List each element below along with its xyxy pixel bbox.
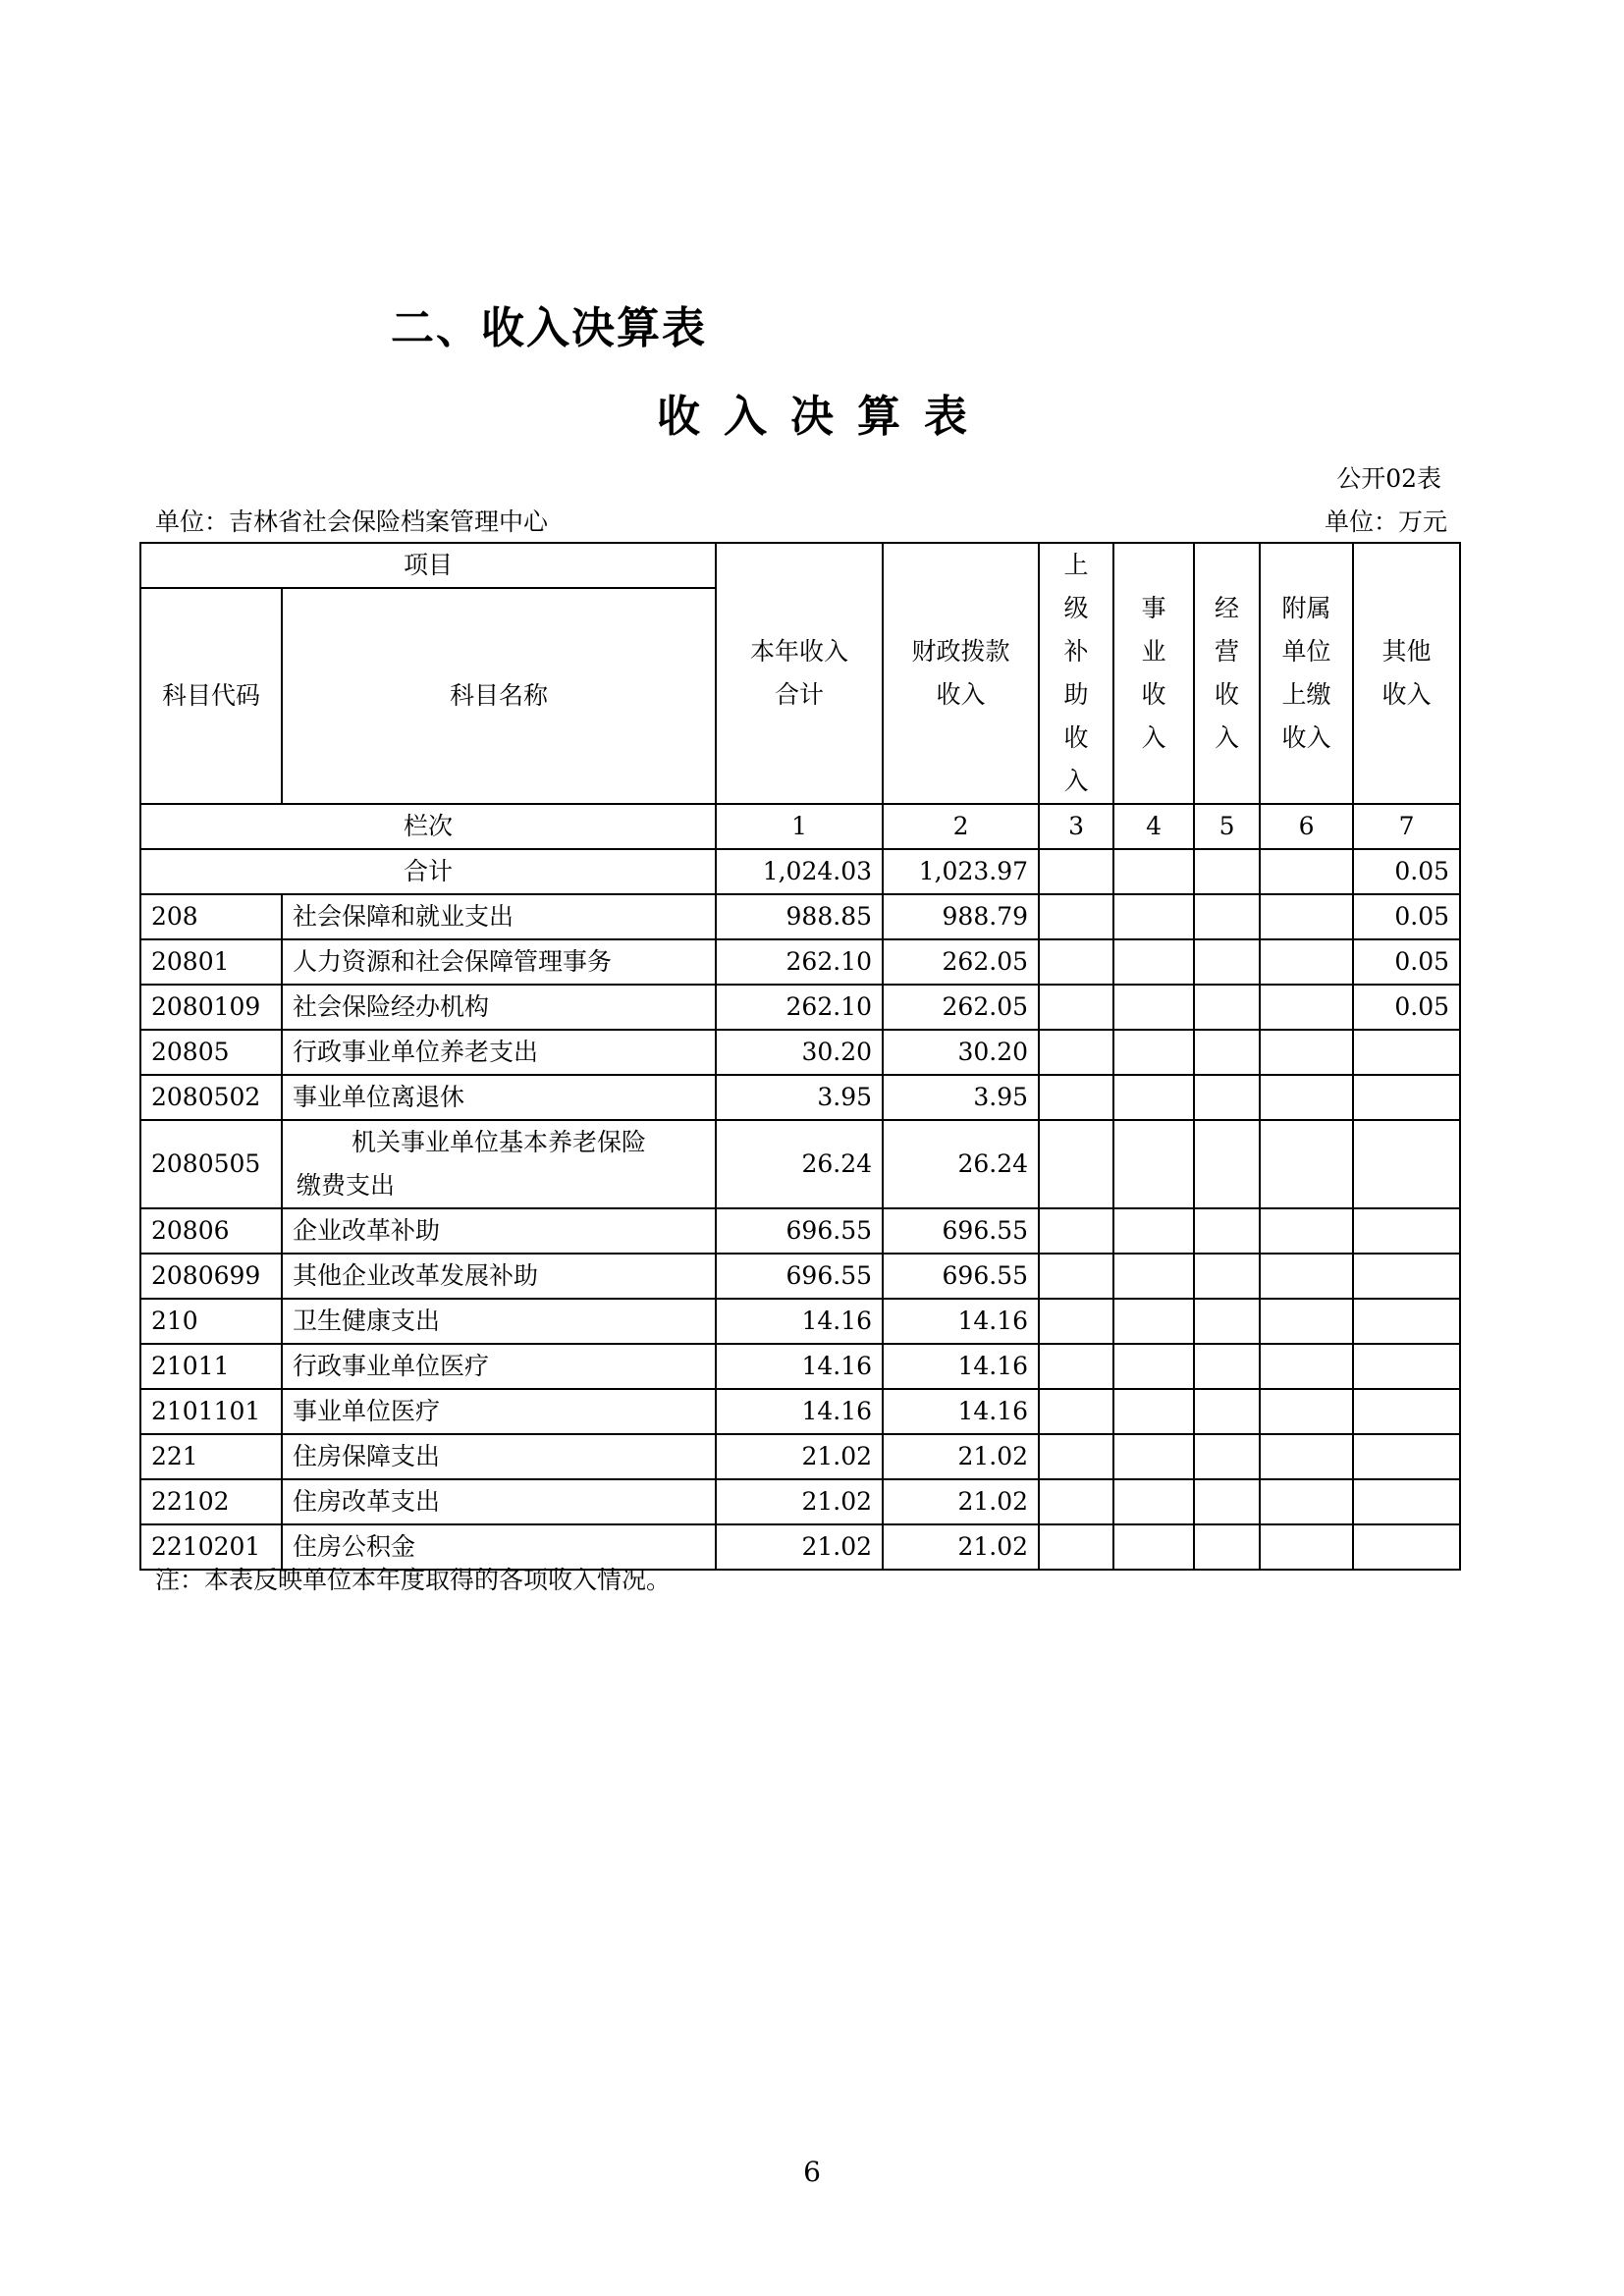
table-row bbox=[140, 985, 1460, 1030]
row-code: 2080502 bbox=[140, 1075, 282, 1120]
row-total: 262.10 bbox=[716, 939, 883, 985]
row-other bbox=[1353, 1254, 1460, 1299]
row-name: 人力资源和社会保障管理事务 bbox=[282, 939, 716, 985]
table-row bbox=[140, 1075, 1460, 1120]
row-fiscal: 14.16 bbox=[883, 1389, 1039, 1434]
row-fiscal: 3.95 bbox=[883, 1075, 1039, 1120]
table-row bbox=[140, 1030, 1460, 1075]
row-total: 696.55 bbox=[716, 1208, 883, 1254]
header-superior-subsidy: 上 级 补 助 收 入 bbox=[1039, 543, 1113, 804]
row-other bbox=[1353, 1075, 1460, 1120]
row-total: 988.85 bbox=[716, 894, 883, 939]
header-project: 项目 bbox=[140, 543, 716, 588]
column-number: 7 bbox=[1353, 804, 1460, 849]
header-business-income: 事 业 收 入 bbox=[1113, 543, 1194, 804]
row-code: 2080699 bbox=[140, 1254, 282, 1299]
row-fiscal: 696.55 bbox=[883, 1254, 1039, 1299]
table-row bbox=[140, 894, 1460, 939]
column-number-row bbox=[140, 804, 1460, 849]
row-fiscal: 262.05 bbox=[883, 985, 1039, 1030]
row-total: 21.02 bbox=[716, 1479, 883, 1524]
row-code: 208 bbox=[140, 894, 282, 939]
row-name: 事业单位医疗 bbox=[282, 1389, 716, 1434]
total-income: 1,024.03 bbox=[716, 849, 883, 894]
row-other bbox=[1353, 1479, 1460, 1524]
column-number: 6 bbox=[1260, 804, 1353, 849]
row-fiscal: 21.02 bbox=[883, 1524, 1039, 1570]
row-total: 21.02 bbox=[716, 1434, 883, 1479]
row-code: 22102 bbox=[140, 1479, 282, 1524]
row-fiscal: 30.20 bbox=[883, 1030, 1039, 1075]
header-total: 本年收入 合计 bbox=[716, 543, 883, 804]
row-fiscal: 696.55 bbox=[883, 1208, 1039, 1254]
row-total: 262.10 bbox=[716, 985, 883, 1030]
unit-name: 单位：吉林省社会保险档案管理中心 bbox=[155, 507, 549, 536]
row-other bbox=[1353, 1524, 1460, 1570]
row-total: 21.02 bbox=[716, 1524, 883, 1570]
table-row bbox=[140, 1208, 1460, 1254]
column-number: 3 bbox=[1039, 804, 1113, 849]
column-number: 2 bbox=[883, 804, 1039, 849]
total-other: 0.05 bbox=[1353, 849, 1460, 894]
table-row bbox=[140, 1389, 1460, 1434]
row-code: 2080109 bbox=[140, 985, 282, 1030]
column-number: 5 bbox=[1194, 804, 1260, 849]
row-name: 住房改革支出 bbox=[282, 1479, 716, 1524]
row-fiscal: 21.02 bbox=[883, 1479, 1039, 1524]
row-fiscal: 988.79 bbox=[883, 894, 1039, 939]
row-fiscal: 26.24 bbox=[883, 1120, 1039, 1208]
column-number: 4 bbox=[1113, 804, 1194, 849]
table-title: 收入决算表 bbox=[657, 392, 991, 442]
row-name: 行政事业单位医疗 bbox=[282, 1344, 716, 1389]
table-row bbox=[140, 1479, 1460, 1524]
row-fiscal: 21.02 bbox=[883, 1434, 1039, 1479]
row-name: 行政事业单位养老支出 bbox=[282, 1030, 716, 1075]
row-code: 210 bbox=[140, 1299, 282, 1344]
row-other bbox=[1353, 1389, 1460, 1434]
row-total: 14.16 bbox=[716, 1389, 883, 1434]
header-fiscal: 财政拨款 收入 bbox=[883, 543, 1039, 804]
income-table bbox=[139, 542, 1461, 1571]
row-name: 住房公积金 bbox=[282, 1524, 716, 1570]
row-total: 3.95 bbox=[716, 1075, 883, 1120]
row-other: 0.05 bbox=[1353, 939, 1460, 985]
total-fiscal: 1,023.97 bbox=[883, 849, 1039, 894]
row-code: 2080505 bbox=[140, 1120, 282, 1208]
table-row bbox=[140, 1344, 1460, 1389]
row-other bbox=[1353, 1120, 1460, 1208]
row-name: 事业单位离退休 bbox=[282, 1075, 716, 1120]
row-code: 221 bbox=[140, 1434, 282, 1479]
row-fiscal: 262.05 bbox=[883, 939, 1039, 985]
row-code: 21011 bbox=[140, 1344, 282, 1389]
row-other bbox=[1353, 1030, 1460, 1075]
column-label: 栏次 bbox=[140, 804, 716, 849]
row-name: 机关事业单位基本养老保险 缴费支出 bbox=[282, 1120, 716, 1208]
table-row bbox=[140, 1434, 1460, 1479]
header-code: 科目代码 bbox=[140, 588, 282, 804]
row-code: 20801 bbox=[140, 939, 282, 985]
header-operating-income: 经 营 收 入 bbox=[1194, 543, 1260, 804]
row-total: 30.20 bbox=[716, 1030, 883, 1075]
row-fiscal: 14.16 bbox=[883, 1299, 1039, 1344]
page-number: 6 bbox=[803, 2156, 821, 2188]
table-row bbox=[140, 1254, 1460, 1299]
row-code: 2101101 bbox=[140, 1389, 282, 1434]
row-other bbox=[1353, 1299, 1460, 1344]
row-other: 0.05 bbox=[1353, 985, 1460, 1030]
row-code: 2210201 bbox=[140, 1524, 282, 1570]
row-code: 20806 bbox=[140, 1208, 282, 1254]
row-total: 26.24 bbox=[716, 1120, 883, 1208]
row-name: 社会保障和就业支出 bbox=[282, 894, 716, 939]
total-label: 合计 bbox=[140, 849, 716, 894]
column-number: 1 bbox=[716, 804, 883, 849]
total-row bbox=[140, 849, 1460, 894]
row-other bbox=[1353, 1208, 1460, 1254]
row-total: 14.16 bbox=[716, 1299, 883, 1344]
row-other: 0.05 bbox=[1353, 894, 1460, 939]
table-row bbox=[140, 1120, 1460, 1208]
row-name: 企业改革补助 bbox=[282, 1208, 716, 1254]
form-number: 公开02表 bbox=[1336, 464, 1441, 493]
header-name: 科目名称 bbox=[282, 588, 716, 804]
row-code: 20805 bbox=[140, 1030, 282, 1075]
row-other bbox=[1353, 1434, 1460, 1479]
row-name: 其他企业改革发展补助 bbox=[282, 1254, 716, 1299]
table-note: 注：本表反映单位本年度取得的各项收入情况。 bbox=[155, 1566, 672, 1594]
table-row bbox=[140, 939, 1460, 985]
row-other bbox=[1353, 1344, 1460, 1389]
table-row bbox=[140, 1299, 1460, 1344]
row-total: 696.55 bbox=[716, 1254, 883, 1299]
header-other-income: 其他 收入 bbox=[1353, 543, 1460, 804]
row-total: 14.16 bbox=[716, 1344, 883, 1389]
row-name: 社会保险经办机构 bbox=[282, 985, 716, 1030]
section-heading: 二、收入决算表 bbox=[391, 303, 707, 353]
currency-unit: 单位：万元 bbox=[1324, 507, 1447, 536]
row-name: 住房保障支出 bbox=[282, 1434, 716, 1479]
row-fiscal: 14.16 bbox=[883, 1344, 1039, 1389]
row-name: 卫生健康支出 bbox=[282, 1299, 716, 1344]
header-affiliated-income: 附属 单位 上缴 收入 bbox=[1260, 543, 1353, 804]
